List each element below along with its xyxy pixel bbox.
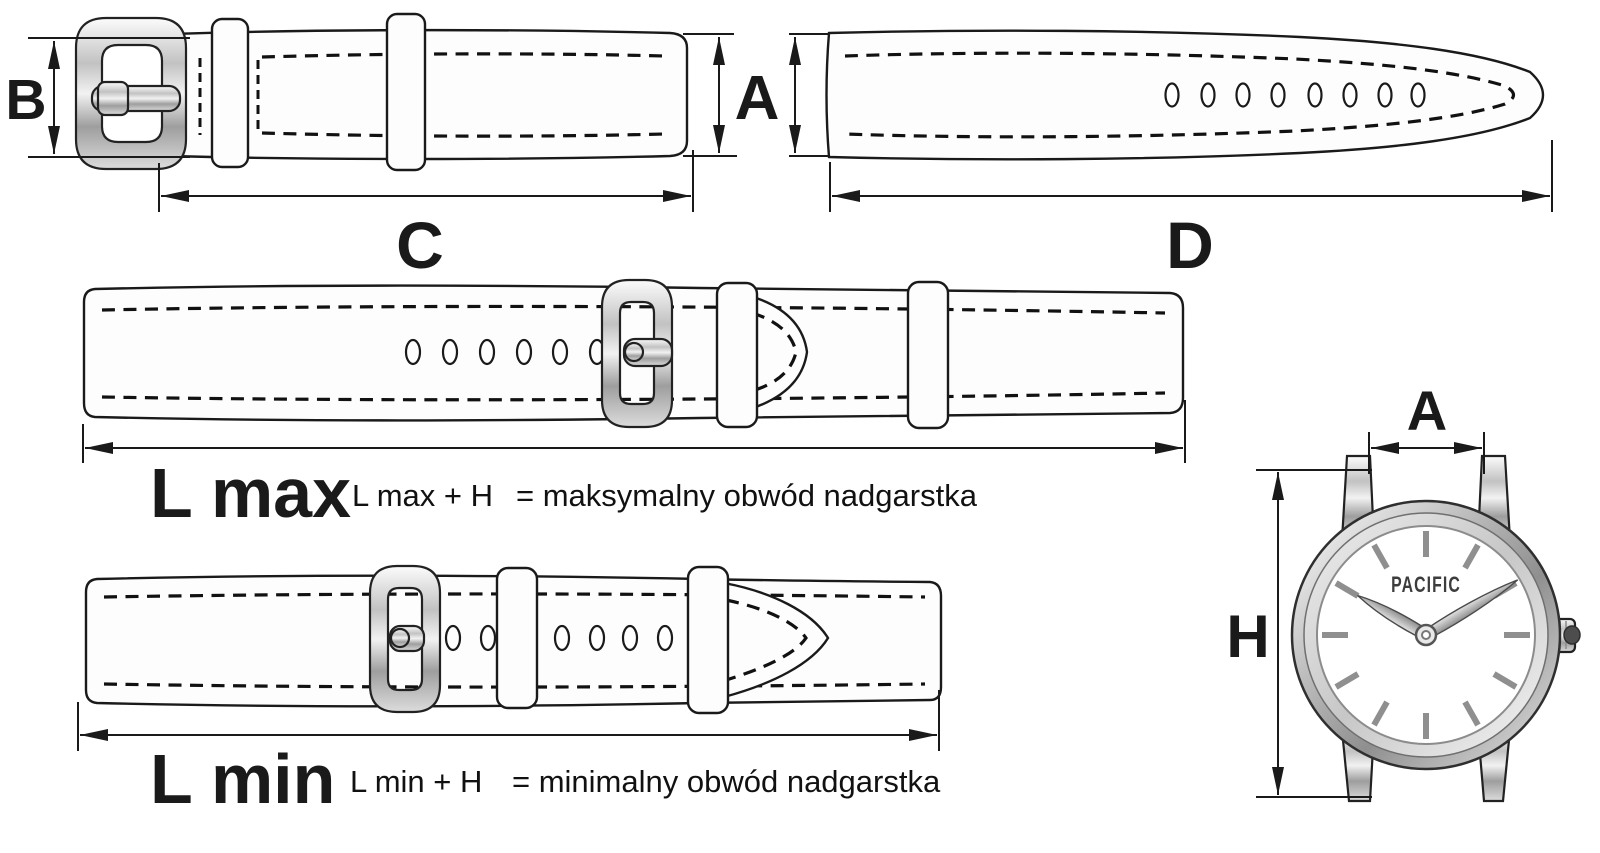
- dimension-label-watch-a: A: [1406, 379, 1448, 442]
- strap-keeper: [497, 568, 537, 708]
- dimension-l-min: [78, 690, 941, 818]
- watch-illustration: [1292, 456, 1580, 801]
- dimension-c: [159, 150, 693, 282]
- buckle-tongue-pivot: [625, 343, 643, 361]
- dimension-label-a: A: [734, 64, 780, 133]
- l-min-formula-rhs: = minimalny obwód nadgarstka: [512, 764, 941, 799]
- dimension-watch-a: [1369, 379, 1484, 474]
- strap-keeper: [387, 14, 425, 170]
- dimension-label-d: D: [1166, 208, 1214, 282]
- buckle-tongue-pivot: [98, 82, 128, 115]
- strap-keeper: [688, 567, 728, 713]
- dimension-label-c: C: [396, 208, 444, 282]
- watch-brand-text: PACIFIC: [1391, 573, 1461, 598]
- dimension-label-h: H: [1226, 603, 1270, 670]
- l-min-label: L min: [150, 740, 336, 818]
- dimension-label-b: B: [5, 68, 47, 132]
- l-max-formula-rhs: = maksymalny obwód nadgarstka: [516, 478, 977, 513]
- l-max-formula-lhs: L max + H: [352, 478, 493, 513]
- watch-center-pinion-inner: [1422, 631, 1430, 639]
- crown-cabochon: [1564, 626, 1580, 644]
- strap-keeper: [212, 19, 248, 167]
- strap-keeper: [908, 282, 948, 428]
- watch-brand-wrap: [1391, 574, 1461, 598]
- l-min-formula-lhs: L min + H: [350, 764, 483, 799]
- l-max-strap: [84, 280, 1183, 428]
- l-min-strap: [86, 566, 941, 713]
- tip-side-strap-piece: [827, 31, 1544, 160]
- l-max-label: L max: [150, 454, 352, 532]
- dimension-d: [830, 140, 1552, 282]
- strap-band: [827, 31, 1544, 160]
- dimension-a: [683, 34, 844, 156]
- strap-keeper: [717, 283, 757, 427]
- buckle-tongue-pivot: [391, 629, 409, 647]
